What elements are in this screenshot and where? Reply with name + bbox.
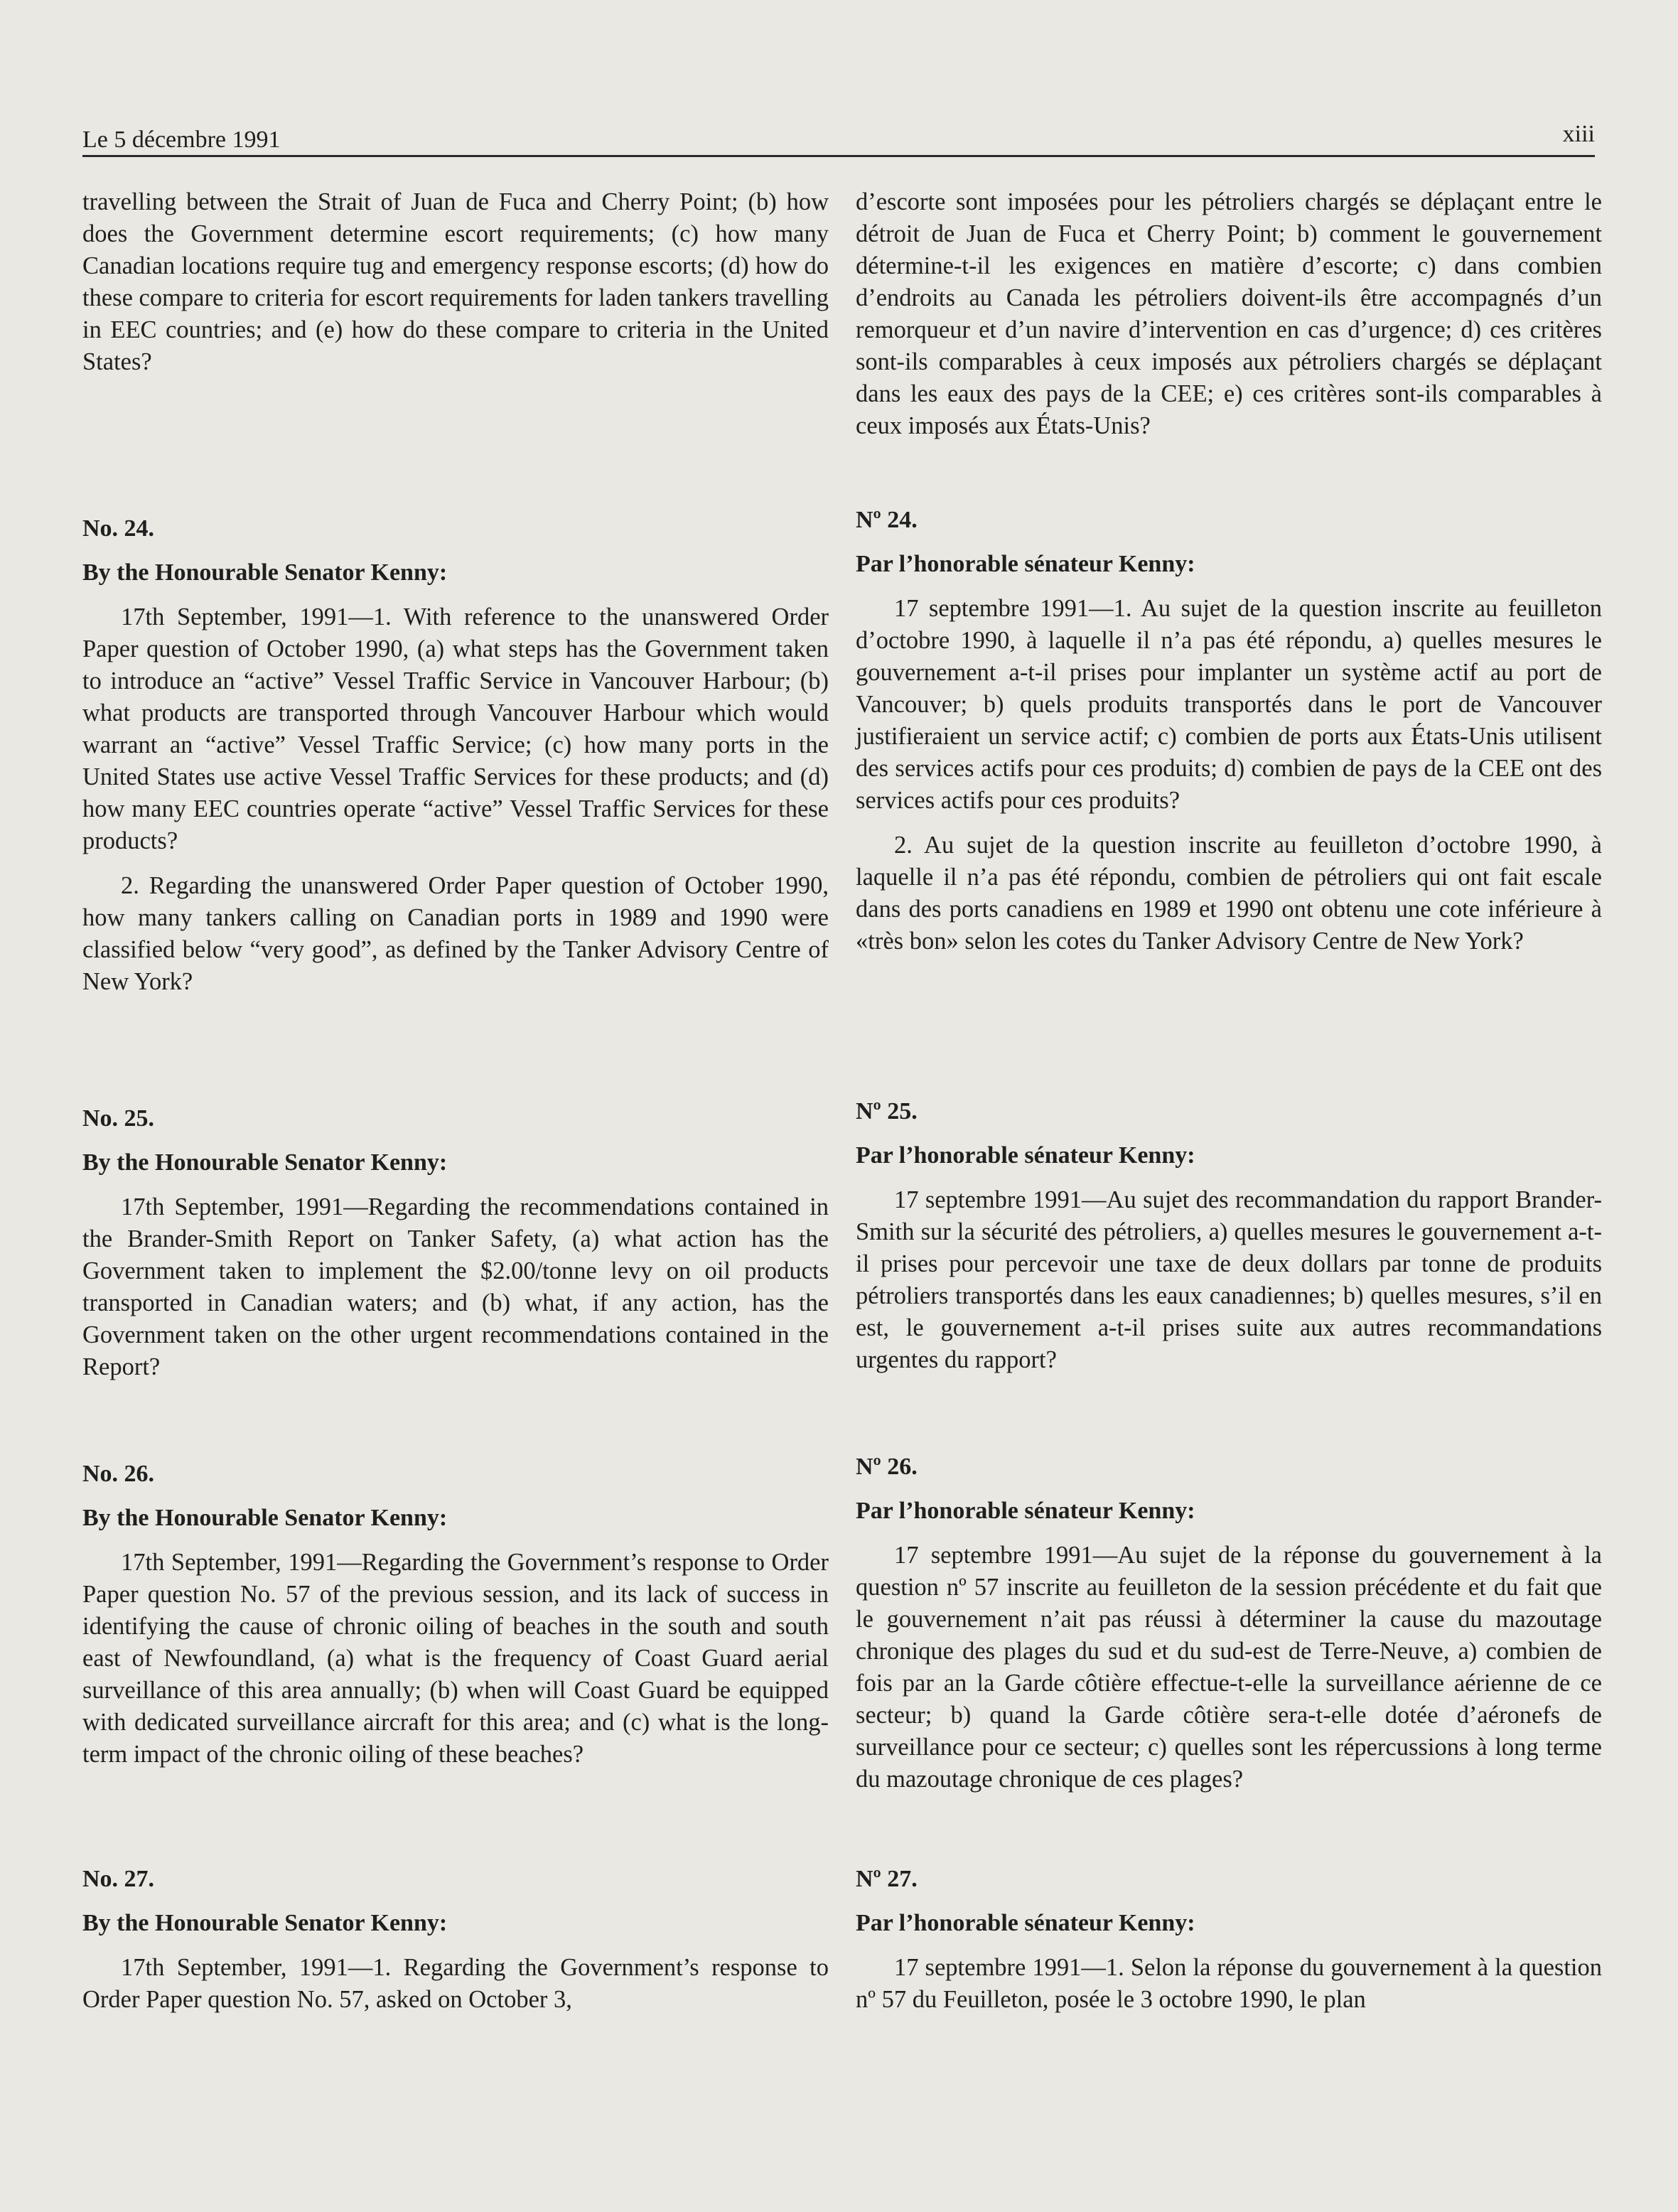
question-author: Par l’honorable sénateur Kenny:: [856, 1498, 1195, 1524]
question-number: No. 24.: [82, 515, 155, 542]
question-text-part-2: 2. Regarding the unanswered Order Paper question of October 1990, how many tankers calling on Canadian ports in 1989 and 1990 were classified below “very good”, as defined by the Tanker Advisory Centre of New York?: [82, 872, 829, 995]
question-number: Nº 24.: [856, 507, 918, 533]
question-author: Par l’honorable sénateur Kenny:: [856, 1910, 1195, 1936]
question-text: 17 septembre 1991—1. Au sujet de la question inscrite au feuilleton d’octobre 1990, à laquelle il n’a pas été répondu, a) quelles mesures le gouvernement a-t-il prises pour implanter un système actif au port de Vancouver; b) quels produits transportés dans le port de Vancouver justifieraient un service actif; c) combien de ports aux États-Unis utilisent des services actifs pour ces produits; d) combien de pays de la CEE ont des services actifs pour ces produits?: [856, 595, 1602, 814]
question-text: 17th September, 1991—1. Regarding the Government’s response to Order Paper question No. 57, asked on October 3,: [82, 1954, 829, 2013]
question-26-fr: [856, 1451, 1602, 1795]
continued-text: d’escorte sont imposées pour les pétroliers chargés se déplaçant entre le détroit de Juan de Fuca et Cherry Point; b) comment le gouvernement détermine-t-il les exigences en matière d’escorte; c) dans combien d’endroits au Canada les pétroliers doivent-ils être accompagnés d’un remorqueur et d’un navire d’intervention en cas d’urgence; d) ces critères sont-ils comparables à ceux imposés aux pétroliers chargés se déplaçant dans les eaux des pays de la CEE; e) ces critères sont-ils comparables à ceux imposés aux États-Unis?: [856, 188, 1602, 439]
question-text: 17th September, 1991—Regarding the recommendations contained in the Brander-Smith Report on Tanker Safety, (a) what action has the Government taken to implement the $2.00/tonne levy on oil products transported in Canadian waters; and (b) what, if any action, has the Government taken on the other urgent recommendations contained in the Report?: [82, 1193, 829, 1380]
question-author: Par l’honorable sénateur Kenny:: [856, 1142, 1195, 1169]
question-26-en: [82, 1459, 829, 1771]
question-text: 17th September, 1991—Regarding the Government’s response to Order Paper question No. 57 of the previous session, and its lack of success in identifying the cause of chronic oiling of beaches in the south and south east of Newfoundland, (a) what is the frequency of Coast Guard aerial surveillance of this area annually; (b) when will Coast Guard be equipped with dedicated surveillance aircraft for this area; and (c) what is the long-term impact of the chronic oiling of these beaches?: [82, 1549, 829, 1768]
question-number: Nº 26.: [856, 1454, 918, 1480]
question-24-en: [82, 513, 829, 998]
question-25-fr: [856, 1096, 1602, 1376]
continued-question: [856, 186, 1602, 442]
question-text: 17 septembre 1991—Au sujet des recommandation du rapport Brander-Smith sur la sécurité des pétroliers, a) quelles mesures le gouvernement a-t-il prises pour percevoir une taxe de deux dollars par tonne de produits pétroliers transportés dans les eaux canadiennes; b) quelles mesures, s’il en est, le gouvernement a-t-il prises suite aux autres recommandations urgentes du rapport?: [856, 1186, 1602, 1373]
continued-text: travelling between the Strait of Juan de Fuca and Cherry Point; (b) how does the Government determine escort requirements; (c) how many Canadian locations require tug and emergency response escorts; (d) how do these compare to criteria for escort requirements for laden tankers travelling in EEC countries; and (e) how do these compare to criteria in the United States?: [82, 188, 829, 375]
continued-question: [82, 186, 829, 378]
question-text: 17 septembre 1991—1. Selon la réponse du gouvernement à la question nº 57 du Feuilleton, posée le 3 octobre 1990, le plan: [856, 1954, 1602, 2013]
question-27-en: [82, 1864, 829, 2016]
question-number: No. 27.: [82, 1866, 155, 1892]
page-header: [82, 121, 1595, 157]
question-24-fr: [856, 505, 1602, 957]
question-author: By the Honourable Senator Kenny:: [82, 1149, 448, 1176]
question-text: 17 septembre 1991—Au sujet de la réponse du gouvernement à la question nº 57 inscrite au feuilleton de la session précédente et du fait que le gouvernement n’ait pas réussi à déterminer la cause du mazoutage chronique des plages du sud et du sud-est de Terre-Neuve, a) combien de fois par an la Garde côtière effectue-t-elle la surveillance aérienne de ce secteur; b) quand la Garde côtière sera-t-elle dotée d’aéronefs de surveillance pour ce secteur; c) quelles sont les répercussions à long terme du mazoutage chronique de ces plages?: [856, 1542, 1602, 1793]
question-number: Nº 27.: [856, 1866, 918, 1892]
question-author: By the Honourable Senator Kenny:: [82, 559, 448, 586]
question-author: By the Honourable Senator Kenny:: [82, 1910, 448, 1936]
question-text: 17th September, 1991—1. With reference to the unanswered Order Paper question of October 1990, (a) what steps has the Government taken to introduce an “active” Vessel Traffic Service in Vancouver Harbour; (b) what products are transported through Vancouver Harbour which would warrant an “active” Vessel Traffic Service; (c) how many ports in the United States use active Vessel Traffic Services for these products; and (d) how many EEC countries operate “active” Vessel Traffic Services for these products?: [82, 603, 829, 854]
question-25-en: [82, 1103, 829, 1383]
question-author: Par l’honorable sénateur Kenny:: [856, 551, 1195, 577]
question-number: No. 26.: [82, 1461, 155, 1487]
question-27-fr: [856, 1864, 1602, 2016]
question-number: Nº 25.: [856, 1098, 918, 1124]
question-text-part-2: 2. Au sujet de la question inscrite au feuilleton d’octobre 1990, à laquelle il n’a pas été répondu, combien de pétroliers qui ont fait escale dans des ports canadiens en 1989 et 1990 ont obtenu une cote inférieure à «très bon» selon les cotes du Tanker Advisory Centre de New York?: [856, 832, 1602, 955]
question-author: By the Honourable Senator Kenny:: [82, 1505, 448, 1531]
question-number: No. 25.: [82, 1105, 155, 1132]
header-date: Le 5 décembre 1991: [82, 127, 281, 153]
page-number: xiii: [1562, 121, 1595, 147]
